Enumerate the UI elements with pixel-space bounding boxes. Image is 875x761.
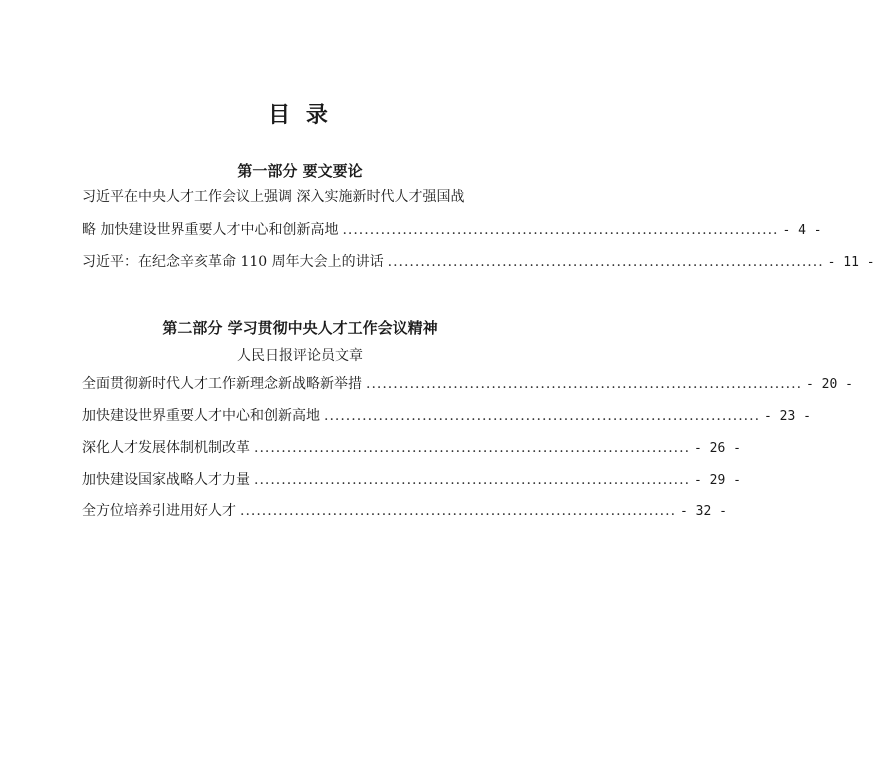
- toc-entry-5-text: 深化人才发展体制机制改革: [82, 440, 250, 456]
- page-title: 目 录: [268, 103, 332, 128]
- part2-subheading: 人民日报评论员文章: [237, 348, 363, 364]
- leader-dots: ................................................................................: [324, 408, 761, 424]
- toc-entry-5-page: - 26 -: [694, 441, 741, 456]
- toc-entry-7[interactable]: [82, 501, 727, 522]
- toc-entry-1[interactable]: [82, 220, 822, 241]
- toc-entry-6-text: 加快建设国家战略人才力量: [82, 472, 250, 488]
- toc-entry-4[interactable]: [82, 406, 811, 427]
- toc-entry-6-page: - 29 -: [694, 473, 741, 488]
- toc-entry-7-page: - 32 -: [680, 504, 727, 519]
- toc-entry-2-page: - 11 -: [827, 255, 875, 270]
- toc-entry-3-text: 全面贯彻新时代人才工作新理念新战略新举措: [82, 376, 362, 392]
- leader-dots: ................................................................................: [240, 503, 677, 519]
- toc-entry-3-page: - 20 -: [806, 377, 853, 392]
- part2-heading: 第二部分 学习贯彻中央人才工作会议精神: [162, 319, 438, 337]
- toc-entry-5[interactable]: [82, 438, 741, 459]
- toc-entry-7-text: 全方位培养引进用好人才: [82, 503, 236, 519]
- part1-heading: 第一部分 要文要论: [237, 162, 363, 180]
- toc-entry-1-line1[interactable]: 习近平在中央人才工作会议上强调 深入实施新时代人才强国战: [82, 189, 465, 205]
- toc-entry-1-line2: 略 加快建设世界重要人才中心和创新高地: [82, 222, 339, 238]
- toc-entry-2-text: 习近平：在纪念辛亥革命 110 周年大会上的讲话: [82, 254, 384, 270]
- toc-entry-3[interactable]: [82, 374, 853, 395]
- leader-dots: ................................................................................: [387, 254, 824, 270]
- toc-entry-4-page: - 23 -: [764, 409, 811, 424]
- toc-entry-6[interactable]: [82, 470, 741, 491]
- toc-entry-4-text: 加快建设世界重要人才中心和创新高地: [82, 408, 320, 424]
- leader-dots: ................................................................................: [254, 440, 691, 456]
- leader-dots: ................................................................................: [342, 222, 779, 238]
- leader-dots: ................................................................................: [366, 376, 803, 392]
- toc-entry-2[interactable]: [82, 252, 875, 273]
- toc-entry-1-page: - 4 -: [782, 223, 822, 238]
- leader-dots: ................................................................................: [254, 472, 691, 488]
